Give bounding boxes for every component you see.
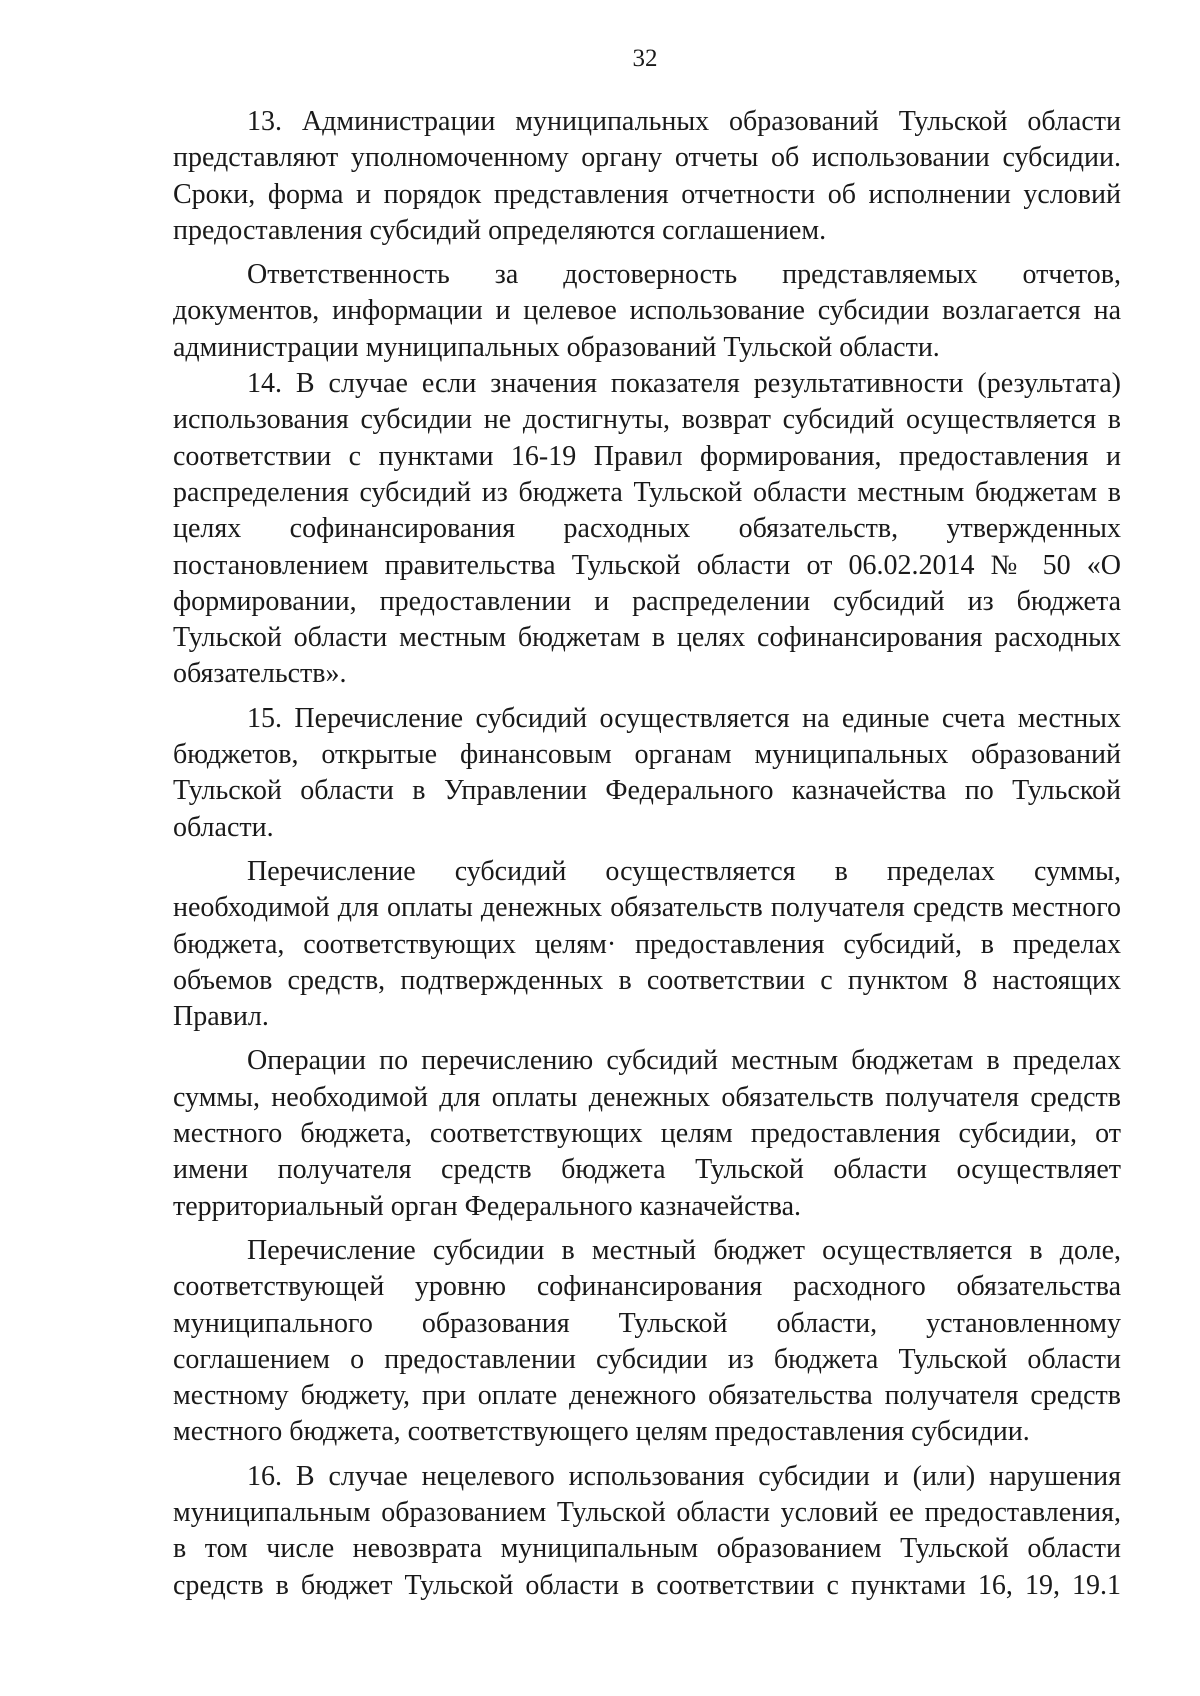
page-number: 32 (632, 45, 658, 72)
paragraph-15 (173, 701, 1121, 846)
paragraph-16 (173, 1459, 1121, 1604)
text-line: Перечисление субсидий осуществляется в пределах суммы, (247, 855, 1121, 887)
text-line: местному бюджету, при оплате денежного обязательства получателя средств (173, 1380, 1121, 1412)
text-line: соглашением о предоставлении субсидии из бюджета Тульской области (173, 1343, 1121, 1375)
text-line: Правил. (173, 1001, 269, 1033)
text-line: 14. В случае если значения показателя результативности (результата) (247, 368, 1121, 400)
text-line: Тульской области местным бюджетам в целях софинансирования расходных (173, 622, 1121, 654)
document-body (173, 104, 1121, 1604)
text-line: области. (173, 811, 274, 843)
text-line: муниципального образования Тульской области, установленному (173, 1307, 1121, 1339)
text-line: Ответственность за достоверность представляемых отчетов, (247, 259, 1121, 291)
text-line: муниципальным образованием Тульской области условий ее предоставления, (173, 1496, 1121, 1528)
text-line: использования субсидии не достигнуты, возврат субсидий осуществляется в (173, 404, 1121, 436)
paragraph-operations (173, 1043, 1121, 1224)
text-line: постановлением правительства Тульской области от 06.02.2014 № 50 «О (173, 549, 1121, 581)
paragraph-transfer-limits (173, 854, 1121, 1035)
text-line: предоставления субсидий определяются соглашением. (173, 214, 827, 246)
text-line: бюджета, соответствующих целям· предоставления субсидий, в пределах (173, 928, 1121, 960)
text-line: местного бюджета, соответствующего целям предоставления субсидии. (173, 1416, 1030, 1448)
text-line: бюджетов, открытые финансовым органам муниципальных образований (173, 739, 1121, 771)
text-line: Перечисление субсидии в местный бюджет осуществляется в доле, (247, 1234, 1121, 1266)
text-line: необходимой для оплаты денежных обязательств получателя средств местного (173, 892, 1121, 924)
text-line: в том числе невозврата муниципальным образованием Тульской области (173, 1533, 1121, 1565)
paragraph-14 (173, 366, 1121, 693)
text-line: администрации муниципальных образований Тульской области. (173, 331, 940, 363)
text-line: местного бюджета, соответствующих целям предоставления субсидии, от (173, 1118, 1121, 1150)
text-line: Операции по перечислению субсидий местным бюджетам в пределах (247, 1045, 1121, 1077)
text-line: документов, информации и целевое использование субсидии возлагается на (173, 295, 1121, 327)
text-line: распределения субсидий из бюджета Тульской области местным бюджетам в (173, 476, 1121, 508)
text-line: 15. Перечисление субсидий осуществляется на единые счета местных (247, 702, 1121, 734)
text-line: имени получателя средств бюджета Тульской области осуществляет (173, 1154, 1121, 1186)
text-line: суммы, необходимой для оплаты денежных обязательств получателя средств (173, 1081, 1121, 1113)
text-line: Тульской области в Управлении Федерального казначейства по Тульской (173, 775, 1121, 807)
text-line: 13. Администрации муниципальных образований Тульской области (247, 106, 1121, 137)
text-line: обязательств». (173, 658, 347, 690)
text-line: территориальный орган Федерального казначейства. (173, 1190, 802, 1222)
text-line: Сроки, форма и порядок представления отчетности об исполнении условий (173, 178, 1121, 210)
text-line: объемов средств, подтвержденных в соответствии с пунктом 8 настоящих (173, 964, 1121, 996)
paragraph-share (173, 1233, 1121, 1451)
text-line: формировании, предоставлении и распределении субсидий из бюджета (173, 585, 1121, 617)
text-line: средств в бюджет Тульской области в соответствии с пунктами 16, 19, 19.1 (173, 1569, 1121, 1601)
text-line: соответствующей уровню софинансирования расходного обязательства (173, 1271, 1121, 1303)
text-line: 16. В случае нецелевого использования субсидии и (или) нарушения (247, 1460, 1121, 1492)
paragraph-13 (173, 104, 1121, 249)
paragraph-responsibility (173, 257, 1121, 366)
text-line: целях софинансирования расходных обязательств, утвержденных (173, 513, 1121, 545)
text-line: соответствии с пунктами 16-19 Правил формирования, предоставления и (173, 440, 1121, 472)
text-line: представляют уполномоченному органу отчеты об использовании субсидии. (173, 142, 1121, 174)
